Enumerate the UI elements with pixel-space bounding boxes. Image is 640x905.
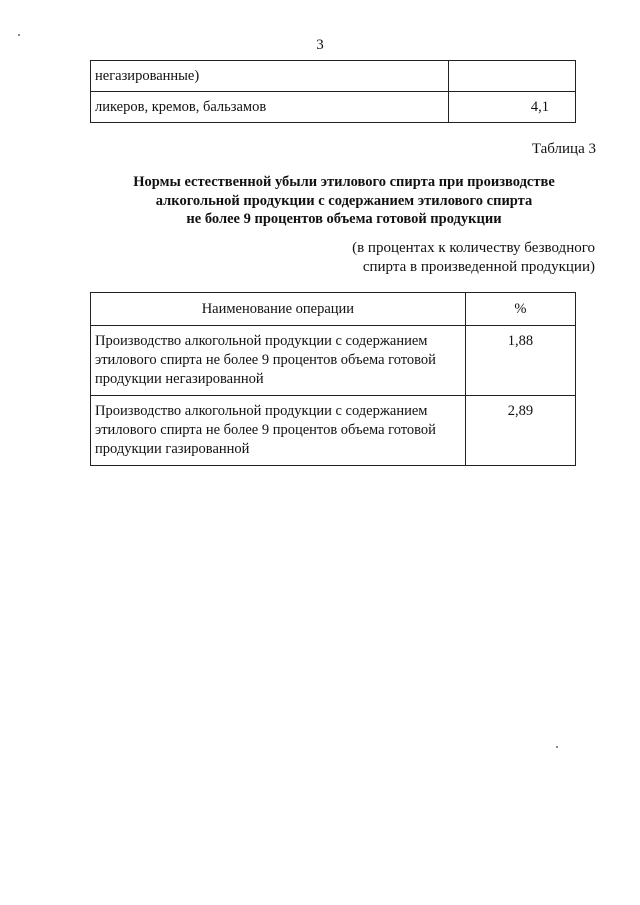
table-row: [91, 92, 576, 123]
operation-cell: [91, 326, 466, 396]
note-line: спирта в произведенной продукции): [362, 259, 595, 275]
scan-speck: [556, 746, 558, 748]
value-cell: 2,89: [465, 396, 575, 466]
page-number: 3: [316, 37, 324, 53]
percent-column-header: %: [465, 293, 575, 326]
value-cell: 4,1: [449, 92, 576, 123]
operation-line: Производство алкогольной продукции с содержанием: [95, 333, 428, 349]
value-cell: [449, 61, 576, 92]
scan-speck: [18, 34, 20, 36]
norms-table: [90, 292, 576, 466]
table-row: [91, 61, 576, 92]
operation-line: этилового спирта не более 9 процентов объема готовой: [95, 422, 436, 438]
operation-line: продукции негазированной: [95, 371, 264, 387]
table-header-row: [91, 293, 576, 326]
table-label: Таблица 3: [531, 141, 596, 157]
operation-cell: [91, 396, 466, 466]
continued-table: [90, 60, 576, 123]
heading-line: Нормы естественной убыли этилового спирта при производстве: [133, 174, 555, 190]
operation-cell: ликеров, кремов, бальзамов: [91, 92, 449, 123]
operation-line: Производство алкогольной продукции с содержанием: [95, 403, 428, 419]
table-heading: [60, 173, 628, 229]
table-row: [91, 326, 576, 396]
value-cell: 1,88: [465, 326, 575, 396]
heading-line: алкогольной продукции с содержанием этилового спирта: [155, 192, 533, 209]
heading-line: не более 9 процентов объема готовой продукции: [186, 211, 502, 227]
operation-line: этилового спирта не более 9 процентов объема готовой: [95, 352, 436, 368]
table-row: [91, 396, 576, 466]
units-note: [352, 239, 595, 277]
note-line: (в процентах к количеству безводного: [352, 240, 595, 256]
operation-cell: негазированные): [91, 61, 449, 92]
operation-column-header: Наименование операции: [91, 293, 466, 326]
operation-line: продукции газированной: [95, 441, 250, 457]
